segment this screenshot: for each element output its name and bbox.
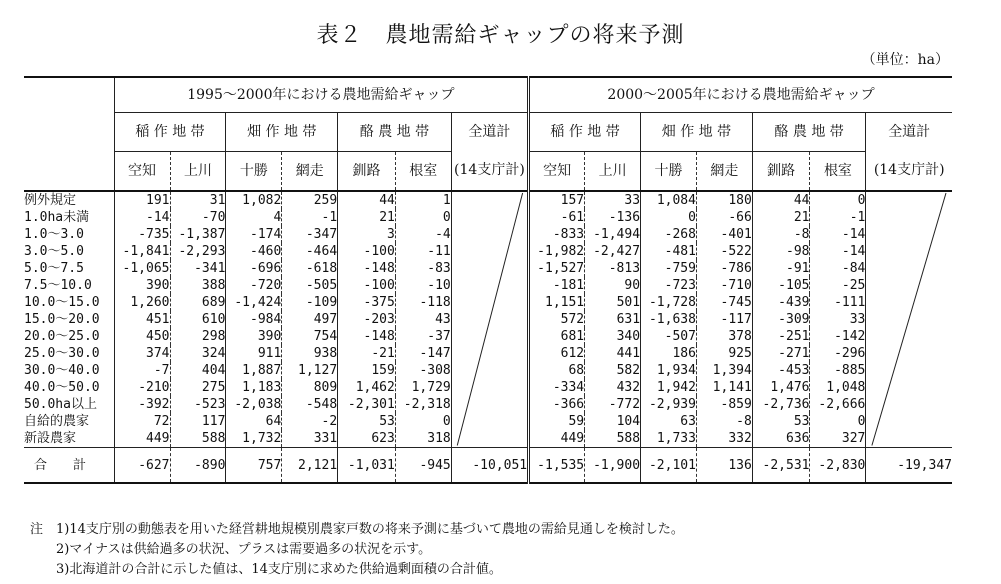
sub-kamikawa-1: 上川 xyxy=(170,152,226,192)
empty-total-cell xyxy=(451,243,528,260)
period-header-1: 1995～2000年における農地需給ギャップ xyxy=(114,77,529,113)
row-label: 自給的農家 xyxy=(24,414,90,429)
sub-sorachi-2: 空知 xyxy=(529,152,585,192)
table-row xyxy=(24,191,952,209)
value-cell: -61 xyxy=(529,209,585,226)
value-cell: 180 xyxy=(696,191,752,209)
value-cell: 497 xyxy=(313,312,338,327)
value-cell: -2,736 xyxy=(752,396,810,413)
value-cell: 104 xyxy=(616,414,641,429)
value-cell: 3 xyxy=(338,226,396,243)
value-cell: -109 xyxy=(305,295,338,310)
total-cell: 136 xyxy=(696,448,752,484)
value-cell: 1,048 xyxy=(826,380,866,395)
value-cell: 318 xyxy=(395,430,451,448)
value-cell: -98 xyxy=(752,243,810,260)
total-cell: -2,531 xyxy=(752,448,810,484)
value-cell: -2,666 xyxy=(818,397,866,412)
value-cell: 449 xyxy=(114,430,170,448)
value-cell: 259 xyxy=(282,191,338,209)
table-row xyxy=(24,413,952,430)
value-cell: -464 xyxy=(305,244,338,259)
value-cell: 754 xyxy=(313,329,338,344)
value-cell: 324 xyxy=(201,346,226,361)
value-cell: -522 xyxy=(720,244,752,259)
table-row xyxy=(24,209,952,226)
row-label: 5.0～7.5 xyxy=(24,261,84,276)
row-label: 20.0～25.0 xyxy=(24,329,100,344)
table-row xyxy=(24,379,952,396)
value-cell: -759 xyxy=(641,260,697,277)
value-cell: 0 xyxy=(810,191,866,209)
value-cell: 0 xyxy=(442,210,451,225)
table-row xyxy=(24,328,952,345)
sub-tokachi-2: 十勝 xyxy=(641,152,697,192)
value-cell: 390 xyxy=(114,277,170,294)
value-cell: 186 xyxy=(641,345,697,362)
row-label: 1.0～3.0 xyxy=(24,227,84,242)
value-cell: -1,841 xyxy=(114,243,170,260)
value-cell: 1 xyxy=(395,191,451,209)
table-row xyxy=(24,311,952,328)
gap-forecast-table xyxy=(24,76,952,484)
empty-total-cell xyxy=(866,413,952,430)
value-cell: 33 xyxy=(849,312,866,327)
value-cell: -25 xyxy=(841,278,866,293)
value-cell: -696 xyxy=(226,260,282,277)
row-label: 25.0～30.0 xyxy=(24,346,100,361)
total-cell: -627 xyxy=(114,448,170,484)
empty-total-cell xyxy=(451,379,528,396)
value-cell: 378 xyxy=(728,329,752,344)
value-cell: -772 xyxy=(608,397,641,412)
value-cell: -2,318 xyxy=(403,397,451,412)
value-cell: 388 xyxy=(201,278,226,293)
value-cell: 1,462 xyxy=(338,379,396,396)
value-cell: 636 xyxy=(752,430,810,448)
value-cell: -136 xyxy=(608,210,641,225)
value-cell: 1,183 xyxy=(226,379,282,396)
sub-sorachi-1: 空知 xyxy=(114,152,170,192)
value-cell: -1,065 xyxy=(114,260,170,277)
value-cell: -83 xyxy=(427,261,451,276)
value-cell: -453 xyxy=(752,362,810,379)
value-cell: -2,427 xyxy=(593,244,641,259)
value-cell: -181 xyxy=(529,277,585,294)
value-cell: 374 xyxy=(114,345,170,362)
zone-field-2: 畑 作 地 帯 xyxy=(641,113,753,152)
value-cell: 911 xyxy=(226,345,282,362)
empty-total-cell xyxy=(451,191,528,209)
value-cell: 390 xyxy=(226,328,282,345)
value-cell: -833 xyxy=(529,226,585,243)
value-cell: 1,733 xyxy=(641,430,697,448)
value-cell: 68 xyxy=(529,362,585,379)
value-cell: -21 xyxy=(338,345,396,362)
value-cell: 432 xyxy=(616,380,641,395)
value-cell: 44 xyxy=(338,191,396,209)
value-cell: 588 xyxy=(585,430,641,448)
value-cell: 53 xyxy=(338,413,396,430)
empty-total-cell xyxy=(451,260,528,277)
value-cell: 1,151 xyxy=(529,294,585,311)
sub-nemuro-2: 根室 xyxy=(810,152,866,192)
value-cell: -745 xyxy=(720,295,752,310)
empty-total-cell xyxy=(451,362,528,379)
value-cell: -203 xyxy=(338,311,396,328)
value-cell: -1 xyxy=(321,210,338,225)
value-cell: -618 xyxy=(305,261,338,276)
table-row xyxy=(24,294,952,311)
value-cell: 332 xyxy=(696,430,752,448)
sub-kushiro-1: 釧路 xyxy=(338,152,396,192)
value-cell: -251 xyxy=(752,328,810,345)
sub-kamikawa-2: 上川 xyxy=(585,152,641,192)
value-cell: -7 xyxy=(114,362,170,379)
value-cell: -11 xyxy=(427,244,451,259)
value-cell: 72 xyxy=(114,413,170,430)
value-cell: -142 xyxy=(834,329,866,344)
total-cell: -1,535 xyxy=(529,448,585,484)
value-cell: -70 xyxy=(201,210,226,225)
value-cell: -1,982 xyxy=(529,243,585,260)
empty-total-cell xyxy=(451,413,528,430)
value-cell: -91 xyxy=(752,260,810,277)
value-cell: 1,127 xyxy=(298,363,338,378)
empty-total-cell xyxy=(866,362,952,379)
empty-total-cell xyxy=(866,191,952,209)
total-cell: -1,031 xyxy=(338,448,396,484)
empty-total-cell xyxy=(451,345,528,362)
value-cell: -813 xyxy=(608,261,641,276)
value-cell: 612 xyxy=(529,345,585,362)
value-cell: -309 xyxy=(752,311,810,328)
empty-total-cell xyxy=(451,226,528,243)
value-cell: -786 xyxy=(720,261,752,276)
value-cell: -2,038 xyxy=(226,396,282,413)
value-cell: 0 xyxy=(641,209,697,226)
value-cell: 610 xyxy=(201,312,226,327)
empty-total-cell xyxy=(866,379,952,396)
sub-14-total-2: (14支庁計) xyxy=(866,152,952,192)
value-cell: 451 xyxy=(114,311,170,328)
value-cell: 33 xyxy=(585,191,641,209)
value-cell: -10 xyxy=(427,278,451,293)
value-cell: 331 xyxy=(282,430,338,448)
value-cell: -105 xyxy=(752,277,810,294)
value-cell: -8 xyxy=(736,414,752,429)
empty-total-cell xyxy=(866,277,952,294)
value-cell: 157 xyxy=(529,191,585,209)
value-cell: -4 xyxy=(435,227,451,242)
empty-total-cell xyxy=(866,243,952,260)
value-cell: 449 xyxy=(529,430,585,448)
value-cell: -341 xyxy=(194,261,226,276)
value-cell: 572 xyxy=(529,311,585,328)
value-cell: 117 xyxy=(201,414,226,429)
value-cell: 1,732 xyxy=(226,430,282,448)
row-label: 30.0～40.0 xyxy=(24,363,100,378)
value-cell: 340 xyxy=(616,329,641,344)
value-cell: 43 xyxy=(435,312,451,327)
value-cell: 159 xyxy=(338,362,396,379)
zone-field-1: 畑 作 地 帯 xyxy=(226,113,338,152)
empty-total-cell xyxy=(451,328,528,345)
table-row xyxy=(24,362,952,379)
value-cell: -505 xyxy=(305,278,338,293)
empty-total-cell xyxy=(451,209,528,226)
total-cell: 2,121 xyxy=(282,448,338,484)
value-cell: -859 xyxy=(720,397,752,412)
table-row xyxy=(24,396,952,413)
value-cell: 44 xyxy=(752,191,810,209)
value-cell: -148 xyxy=(338,260,396,277)
value-cell: 21 xyxy=(338,209,396,226)
value-cell: 191 xyxy=(114,191,170,209)
table-row xyxy=(24,226,952,243)
value-cell: -296 xyxy=(834,346,866,361)
value-cell: -1,424 xyxy=(226,294,282,311)
value-cell: 631 xyxy=(616,312,641,327)
value-cell: -481 xyxy=(641,243,697,260)
row-label: 15.0～20.0 xyxy=(24,312,100,327)
value-cell: 588 xyxy=(170,430,226,448)
unit-label: （単位：ha） xyxy=(861,52,949,68)
total-cell: -890 xyxy=(170,448,226,484)
table-row xyxy=(24,345,952,362)
value-cell: -334 xyxy=(529,379,585,396)
value-cell: 0 xyxy=(857,414,866,429)
value-cell: 275 xyxy=(201,380,226,395)
value-cell: -984 xyxy=(226,311,282,328)
note-2: 2)マイナスは供給過多の状況、プラスは需要過多の状況を示す。 xyxy=(30,542,432,557)
value-cell: 1,934 xyxy=(641,362,697,379)
period-header-2: 2000～2005年における農地需給ギャップ xyxy=(529,77,952,113)
value-cell: 1,729 xyxy=(411,380,451,395)
value-cell: -308 xyxy=(419,363,451,378)
value-cell: -1,728 xyxy=(641,294,697,311)
value-cell: -1 xyxy=(849,210,866,225)
table-row xyxy=(24,277,952,294)
value-cell: -100 xyxy=(338,243,396,260)
table-body xyxy=(24,191,952,483)
empty-total-cell xyxy=(866,209,952,226)
sub-kushiro-2: 釧路 xyxy=(752,152,810,192)
empty-total-cell xyxy=(451,311,528,328)
value-cell: 809 xyxy=(313,380,338,395)
value-cell: -174 xyxy=(226,226,282,243)
value-cell: -439 xyxy=(752,294,810,311)
table-row xyxy=(24,260,952,277)
table-title: 表２ 農地需給ギャップの将来予測 xyxy=(316,23,685,48)
empty-total-cell xyxy=(451,430,528,448)
value-cell: 4 xyxy=(226,209,282,226)
value-cell: -735 xyxy=(114,226,170,243)
note-1: 注 1)14支庁別の動態表を用いた経営耕地規模別農家戸数の将来予測に基づいて農地の需給見通しを検討した。 xyxy=(30,522,684,537)
value-cell: -100 xyxy=(338,277,396,294)
value-cell: -84 xyxy=(841,261,866,276)
empty-total-cell xyxy=(451,294,528,311)
value-cell: -720 xyxy=(226,277,282,294)
zone-dairy-2: 酪 農 地 帯 xyxy=(752,113,866,152)
value-cell: -8 xyxy=(752,226,810,243)
row-label: 50.0ha以上 xyxy=(24,397,97,412)
value-cell: -507 xyxy=(641,328,697,345)
value-cell: -14 xyxy=(841,227,866,242)
value-cell: -14 xyxy=(841,244,866,259)
value-cell: 1,141 xyxy=(712,380,752,395)
empty-total-cell xyxy=(866,345,952,362)
value-cell: -268 xyxy=(641,226,697,243)
value-cell: 63 xyxy=(641,413,697,430)
value-cell: -1,527 xyxy=(529,260,585,277)
sub-abashiri-1: 網走 xyxy=(282,152,338,192)
sub-abashiri-2: 網走 xyxy=(696,152,752,192)
empty-total-cell xyxy=(866,430,952,448)
total-cell: 757 xyxy=(226,448,282,484)
value-cell: 1,887 xyxy=(226,362,282,379)
value-cell: -460 xyxy=(226,243,282,260)
value-cell: -271 xyxy=(752,345,810,362)
value-cell: 689 xyxy=(201,295,226,310)
value-cell: 64 xyxy=(226,413,282,430)
total-cell: -2,830 xyxy=(810,448,866,484)
sub-nemuro-1: 根室 xyxy=(395,152,451,192)
empty-total-cell xyxy=(451,396,528,413)
value-cell: 1,084 xyxy=(641,191,697,209)
value-cell: -118 xyxy=(419,295,451,310)
value-cell: 31 xyxy=(170,191,226,209)
zone-rice-1: 稲 作 地 帯 xyxy=(114,113,226,152)
table-row xyxy=(24,243,952,260)
row-label: 1.0ha未満 xyxy=(24,210,90,225)
empty-total-cell xyxy=(866,396,952,413)
value-cell: -66 xyxy=(728,210,752,225)
zone-rice-2: 稲 作 地 帯 xyxy=(529,113,641,152)
value-cell: -210 xyxy=(114,379,170,396)
table-row xyxy=(24,430,952,448)
zone-total-2: 全道計 xyxy=(866,113,952,152)
note-3: 3)北海道計の合計に示した値は、14支庁別に求めた供給過剰面積の合計値。 xyxy=(30,562,502,577)
value-cell: -2,939 xyxy=(641,396,697,413)
empty-total-cell xyxy=(451,277,528,294)
value-cell: 441 xyxy=(616,346,641,361)
value-cell: -37 xyxy=(427,329,451,344)
sub-14-total-1: (14支庁計) xyxy=(451,152,528,192)
notes xyxy=(30,520,684,580)
value-cell: -1,387 xyxy=(178,227,226,242)
value-cell: -366 xyxy=(529,396,585,413)
total-cell: -1,900 xyxy=(585,448,641,484)
value-cell: 404 xyxy=(201,363,226,378)
value-cell: 59 xyxy=(529,413,585,430)
value-cell: -2,293 xyxy=(178,244,226,259)
row-label: 40.0～50.0 xyxy=(24,380,100,395)
value-cell: -723 xyxy=(641,277,697,294)
value-cell: -1,638 xyxy=(641,311,697,328)
total-cell: -945 xyxy=(395,448,451,484)
value-cell: 582 xyxy=(616,363,641,378)
row-label: 7.5～10.0 xyxy=(24,278,92,293)
zone-total-1: 全道計 xyxy=(451,113,528,152)
value-cell: -2,301 xyxy=(338,396,396,413)
value-cell: -117 xyxy=(720,312,752,327)
empty-total-cell xyxy=(866,226,952,243)
value-cell: -885 xyxy=(834,363,866,378)
grand-total-2: -19,347 xyxy=(866,448,952,484)
value-cell: 1,260 xyxy=(114,294,170,311)
value-cell: 21 xyxy=(752,209,810,226)
empty-total-cell xyxy=(866,311,952,328)
value-cell: -392 xyxy=(114,396,170,413)
value-cell: 298 xyxy=(201,329,226,344)
value-cell: 623 xyxy=(338,430,396,448)
value-cell: 938 xyxy=(313,346,338,361)
value-cell: -548 xyxy=(305,397,338,412)
value-cell: 1,942 xyxy=(641,379,697,396)
value-cell: 90 xyxy=(624,278,641,293)
empty-total-cell xyxy=(866,294,952,311)
value-cell: 681 xyxy=(529,328,585,345)
zone-dairy-1: 酪 農 地 帯 xyxy=(338,113,452,152)
value-cell: -147 xyxy=(419,346,451,361)
value-cell: -148 xyxy=(338,328,396,345)
value-cell: -111 xyxy=(834,295,866,310)
value-cell: 450 xyxy=(114,328,170,345)
value-cell: -401 xyxy=(720,227,752,242)
value-cell: -347 xyxy=(305,227,338,242)
row-label: 3.0～5.0 xyxy=(24,244,84,259)
empty-total-cell xyxy=(866,260,952,277)
value-cell: 327 xyxy=(810,430,866,448)
value-cell: 1,082 xyxy=(226,191,282,209)
total-label: 合 計 xyxy=(24,448,114,484)
value-cell: -375 xyxy=(338,294,396,311)
total-row xyxy=(24,448,952,484)
row-label: 例外規定 xyxy=(24,191,114,209)
value-cell: 1,394 xyxy=(712,363,752,378)
value-cell: -710 xyxy=(720,278,752,293)
value-cell: 1,476 xyxy=(752,379,810,396)
value-cell: 0 xyxy=(442,414,451,429)
row-label: 10.0～15.0 xyxy=(24,295,100,310)
value-cell: -2 xyxy=(321,414,338,429)
value-cell: -523 xyxy=(194,397,226,412)
value-cell: 925 xyxy=(728,346,752,361)
row-label: 新設農家 xyxy=(24,430,114,448)
value-cell: 501 xyxy=(616,295,641,310)
value-cell: -1,494 xyxy=(593,227,641,242)
sub-tokachi-1: 十勝 xyxy=(226,152,282,192)
value-cell: -14 xyxy=(114,209,170,226)
value-cell: 53 xyxy=(752,413,810,430)
grand-total-1: -10,051 xyxy=(451,448,528,484)
total-cell: -2,101 xyxy=(641,448,697,484)
empty-total-cell xyxy=(866,328,952,345)
